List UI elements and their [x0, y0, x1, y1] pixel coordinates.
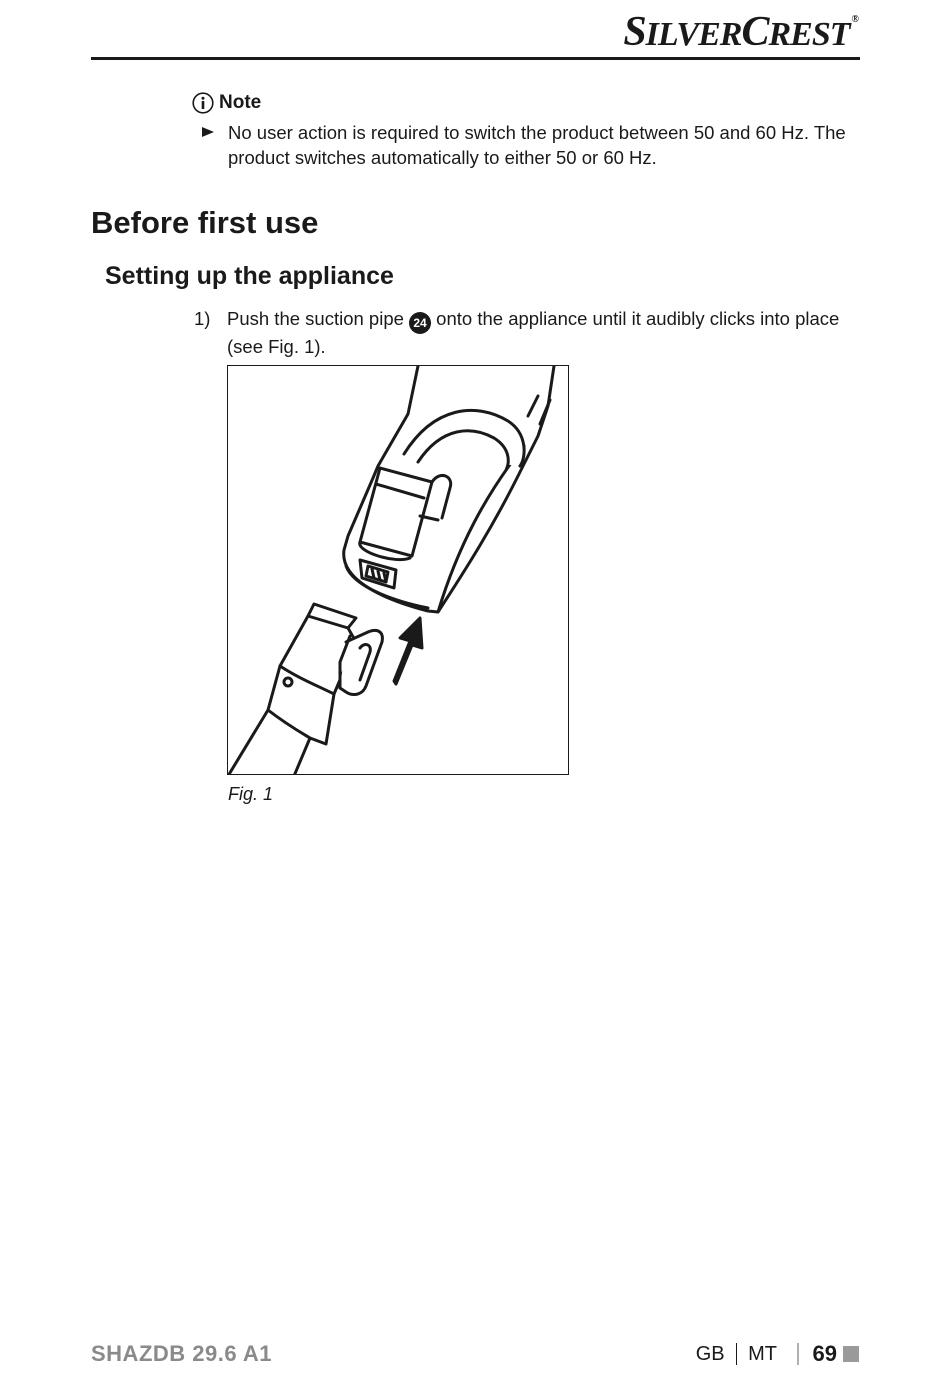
header-rule: [91, 57, 860, 60]
page-marker-square: [843, 1346, 859, 1362]
section-title: Before first use: [91, 205, 319, 240]
note-item: [192, 120, 872, 170]
reference-badge: 24: [409, 312, 431, 334]
brand-logo: SILVERCREST ®: [623, 9, 858, 55]
footer-lang-mt: MT: [748, 1342, 778, 1365]
page-number: 69: [812, 1341, 837, 1366]
figure-caption: Fig. 1: [228, 784, 274, 804]
step-text: Push the suction pipe 24 onto the appliance until it audibly clicks into place (see Fig. 1).: [227, 308, 840, 357]
section-subtitle: Setting up the appliance: [105, 262, 394, 290]
suction-pipe-illustration: [228, 366, 569, 775]
footer-model: SHAZDB 29.6 A1: [91, 1341, 273, 1366]
step-item: [194, 306, 864, 359]
footer-separator-light: [797, 1343, 799, 1365]
step-number: 1): [194, 308, 211, 329]
note-box: [192, 91, 872, 170]
footer-separator: [736, 1343, 738, 1365]
note-header: [192, 91, 872, 115]
info-icon: [192, 92, 214, 114]
note-text: No user action is required to switch the product between 50 and 60 Hz. The product switches automatically to either 50 or 60 Hz.: [228, 122, 846, 168]
note-title: Note: [219, 92, 262, 113]
triangle-bullet-icon: [202, 126, 214, 138]
footer-lang-gb: GB: [695, 1342, 725, 1365]
footer-page-info: [696, 1341, 859, 1367]
figure-frame: [227, 365, 569, 775]
